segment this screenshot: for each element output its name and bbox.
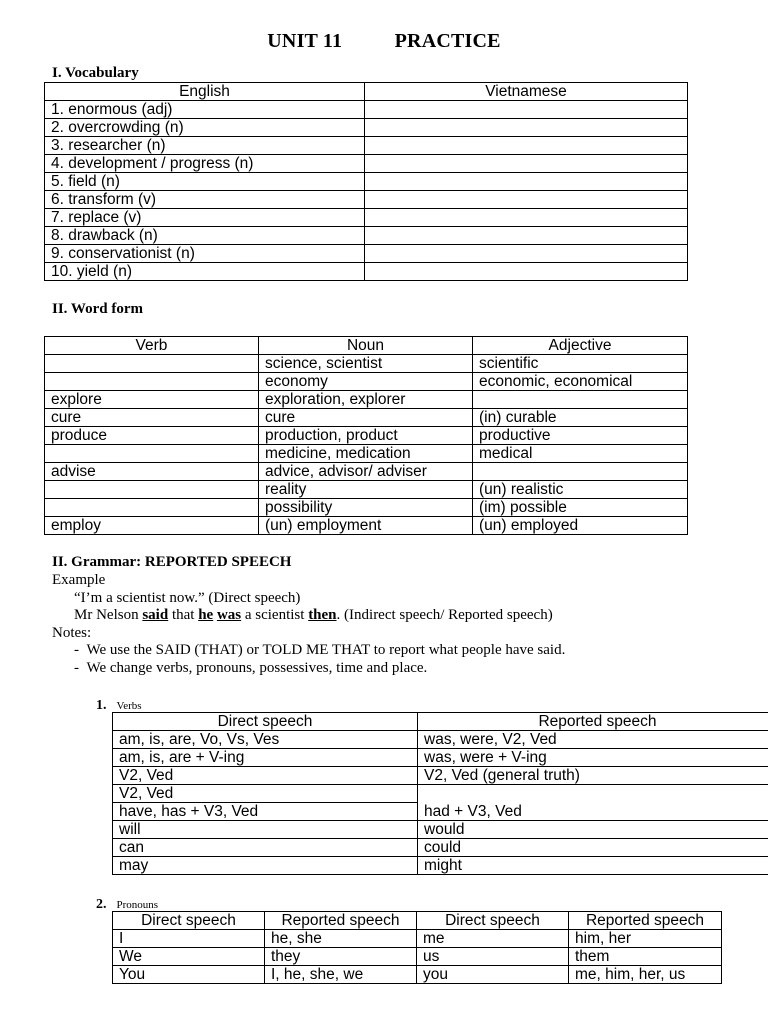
direct-object-cell: us: [417, 948, 569, 966]
note-item: - We change verbs, pronouns, possessives, time and place.: [74, 660, 428, 676]
verb-cell: employ: [45, 517, 259, 535]
table-row: [45, 355, 688, 373]
adjective-cell: (in) curable: [473, 409, 688, 427]
table-row: [45, 155, 688, 173]
column-header: Reported speech: [569, 912, 722, 930]
direct-subject-cell: You: [113, 966, 265, 984]
unit-label: UNIT 11: [267, 30, 343, 52]
noun-cell: medicine, medication: [259, 445, 473, 463]
verb-cell: explore: [45, 391, 259, 409]
table-row: [45, 119, 688, 137]
noun-cell: exploration, explorer: [259, 391, 473, 409]
vietnamese-answer-cell: [365, 137, 688, 155]
direct-speech-cell: am, is, are, Vo, Vs, Ves: [113, 731, 418, 749]
column-header: Noun: [259, 337, 473, 355]
noun-cell: production, product: [259, 427, 473, 445]
english-term-cell: 8. drawback (n): [45, 227, 365, 245]
vietnamese-answer-cell: [365, 101, 688, 119]
verbs-heading: 1. Verbs: [96, 698, 142, 713]
english-term-cell: 5. field (n): [45, 173, 365, 191]
column-header: Direct speech: [113, 912, 265, 930]
practice-label: PRACTICE: [394, 30, 501, 52]
table-row: [45, 373, 688, 391]
english-term-cell: 1. enormous (adj): [45, 101, 365, 119]
verb-cell: [45, 481, 259, 499]
column-header: Direct speech: [417, 912, 569, 930]
pronouns-heading: 2. Pronouns: [96, 897, 159, 912]
reported-subject-cell: I, he, she, we: [265, 966, 417, 984]
adjective-cell: (un) employed: [473, 517, 688, 535]
english-term-cell: 10. yield (n): [45, 263, 365, 281]
table-row: [45, 191, 688, 209]
table-row: [45, 137, 688, 155]
reported-object-cell: him, her: [569, 930, 722, 948]
adjective-cell: [473, 463, 688, 481]
table-row: [45, 427, 688, 445]
english-term-cell: 6. transform (v): [45, 191, 365, 209]
reported-object-cell: me, him, her, us: [569, 966, 722, 984]
noun-cell: reality: [259, 481, 473, 499]
table-row: [113, 966, 722, 984]
vietnamese-answer-cell: [365, 209, 688, 227]
direct-speech-cell: V2, Ved: [113, 785, 418, 803]
direct-subject-cell: We: [113, 948, 265, 966]
direct-speech-cell: V2, Ved: [113, 767, 418, 785]
verb-cell: [45, 355, 259, 373]
english-term-cell: 7. replace (v): [45, 209, 365, 227]
table-header-row: [45, 83, 688, 101]
table-row: [45, 101, 688, 119]
column-header: Direct speech: [113, 713, 418, 731]
pronouns-table: [112, 911, 722, 984]
english-term-cell: 2. overcrowding (n): [45, 119, 365, 137]
table-row: [45, 391, 688, 409]
column-header: Reported speech: [265, 912, 417, 930]
vietnamese-answer-cell: [365, 227, 688, 245]
english-term-cell: 9. conservationist (n): [45, 245, 365, 263]
table-row: [113, 948, 722, 966]
verb-cell: cure: [45, 409, 259, 427]
adjective-cell: scientific: [473, 355, 688, 373]
column-header: Reported speech: [418, 713, 768, 731]
direct-speech-example: “I’m a scientist now.” (Direct speech): [74, 590, 301, 606]
verb-cell: [45, 445, 259, 463]
table-row: [45, 263, 688, 281]
verb-cell: [45, 373, 259, 391]
vietnamese-answer-cell: [365, 173, 688, 191]
vocabulary-heading: I. Vocabulary: [52, 65, 139, 81]
table-row: [113, 857, 768, 875]
direct-speech-cell: can: [113, 839, 418, 857]
column-header: Adjective: [473, 337, 688, 355]
direct-object-cell: you: [417, 966, 569, 984]
notes-label: Notes:: [52, 625, 92, 641]
page-title: [0, 30, 768, 53]
table-row: [113, 785, 768, 803]
table-header-row: [45, 337, 688, 355]
noun-cell: economy: [259, 373, 473, 391]
vietnamese-answer-cell: [365, 245, 688, 263]
noun-cell: advice, advisor/ adviser: [259, 463, 473, 481]
reported-object-cell: them: [569, 948, 722, 966]
noun-cell: (un) employment: [259, 517, 473, 535]
adjective-cell: medical: [473, 445, 688, 463]
table-row: [113, 749, 768, 767]
table-row: [113, 821, 768, 839]
reported-subject-cell: they: [265, 948, 417, 966]
vietnamese-answer-cell: [365, 119, 688, 137]
column-header: Vietnamese: [365, 83, 688, 101]
direct-speech-cell: may: [113, 857, 418, 875]
column-header: English: [45, 83, 365, 101]
table-row: [113, 731, 768, 749]
table-row: [45, 463, 688, 481]
adjective-cell: (un) realistic: [473, 481, 688, 499]
example-label: Example: [52, 572, 106, 588]
adjective-cell: (im) possible: [473, 499, 688, 517]
table-row: [45, 481, 688, 499]
table-row: [45, 245, 688, 263]
table-row: [45, 173, 688, 191]
table-row: [113, 839, 768, 857]
verb-cell: [45, 499, 259, 517]
verb-cell: advise: [45, 463, 259, 481]
verb-cell: produce: [45, 427, 259, 445]
table-row: [45, 209, 688, 227]
column-header: Verb: [45, 337, 259, 355]
reported-speech-cell: was, were, V2, Ved: [418, 731, 768, 749]
english-term-cell: 3. researcher (n): [45, 137, 365, 155]
reported-speech-cell: might: [418, 857, 768, 875]
reported-speech-example: Mr Nelson said that he was a scientist then. (Indirect speech/ Reported speech): [74, 607, 553, 623]
vietnamese-answer-cell: [365, 263, 688, 281]
direct-subject-cell: I: [113, 930, 265, 948]
grammar-heading: II. Grammar: REPORTED SPEECH: [52, 554, 292, 570]
direct-speech-cell: will: [113, 821, 418, 839]
noun-cell: cure: [259, 409, 473, 427]
adjective-cell: economic, economical: [473, 373, 688, 391]
noun-cell: science, scientist: [259, 355, 473, 373]
direct-object-cell: me: [417, 930, 569, 948]
word-form-table: [44, 336, 688, 535]
note-item: - We use the SAID (THAT) or TOLD ME THAT to report what people have said.: [74, 642, 566, 658]
reported-speech-cell: V2, Ved (general truth): [418, 767, 768, 785]
direct-speech-cell: have, has + V3, Ved: [113, 803, 418, 821]
table-header-row: [113, 912, 722, 930]
reported-speech-cell: was, were + V-ing: [418, 749, 768, 767]
table-row: [45, 499, 688, 517]
english-term-cell: 4. development / progress (n): [45, 155, 365, 173]
word-form-heading: II. Word form: [52, 301, 143, 317]
table-row: [45, 409, 688, 427]
table-row: [45, 445, 688, 463]
noun-cell: possibility: [259, 499, 473, 517]
table-row: [45, 227, 688, 245]
vietnamese-answer-cell: [365, 155, 688, 173]
table-header-row: [113, 713, 768, 731]
table-row: [45, 517, 688, 535]
direct-speech-cell: am, is, are + V-ing: [113, 749, 418, 767]
table-row: [113, 767, 768, 785]
reported-speech-cell: would: [418, 821, 768, 839]
adjective-cell: [473, 391, 688, 409]
reported-subject-cell: he, she: [265, 930, 417, 948]
vietnamese-answer-cell: [365, 191, 688, 209]
reported-speech-cell: could: [418, 839, 768, 857]
vocabulary-table: [44, 82, 688, 281]
adjective-cell: productive: [473, 427, 688, 445]
table-row: [113, 930, 722, 948]
reported-speech-cell: had + V3, Ved: [418, 785, 768, 821]
verbs-table: [112, 712, 768, 875]
